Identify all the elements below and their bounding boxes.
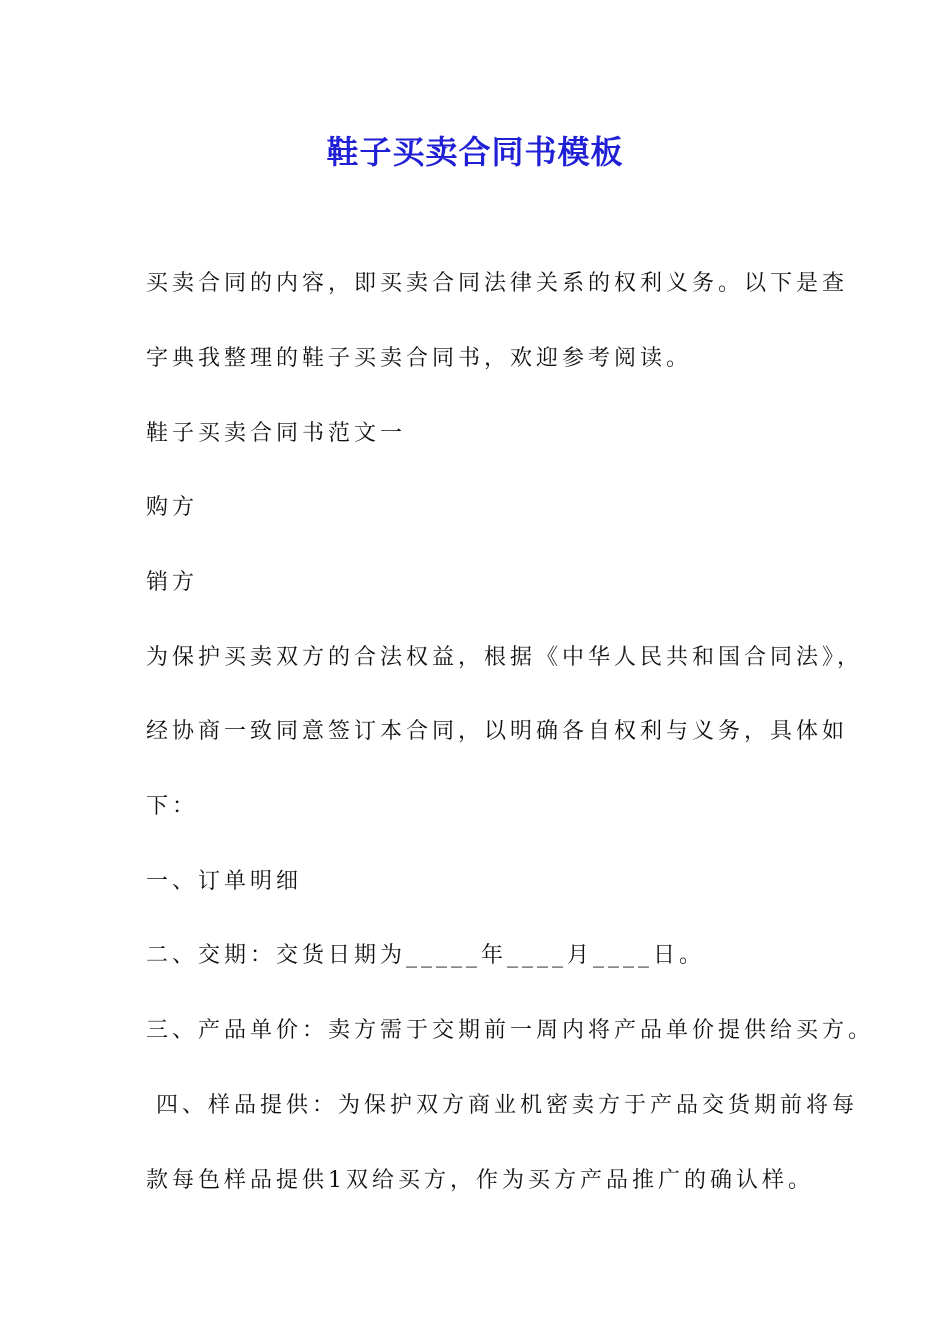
buyer-label: 购方 [146,495,199,520]
document-title: 鞋子买卖合同书模板 [326,133,624,171]
clause-unit-price: 三、产品单价：卖方需于交期前一周内将产品单价提供给买方。 [146,1018,875,1043]
paragraph-line-purpose-2: 经协商一致同意签订本合同，以明确各自权利与义务，具体如 [146,719,849,744]
section-heading-sample-one: 鞋子买卖合同书范文一 [146,421,407,446]
clause-order-details: 一、订单明细 [146,869,303,894]
seller-label: 销方 [146,570,199,595]
clause-delivery-date: 二、交期：交货日期为_____年____月____日。 [146,943,706,968]
paragraph-line-purpose-3: 下： [146,794,199,819]
clause-samples-line-1: 四、样品提供：为保护双方商业机密卖方于产品交货期前将每 [156,1093,859,1118]
paragraph-line-purpose-1: 为保护买卖双方的合法权益，根据《中华人民共和国合同法》， [146,645,864,670]
paragraph-line-intro-1: 买卖合同的内容，即买卖合同法律关系的权利义务。以下是查 [146,271,849,296]
paragraph-line-intro-2: 字典我整理的鞋子买卖合同书，欢迎参考阅读。 [146,346,693,371]
clause-samples-line-2: 款每色样品提供1双给买方，作为买方产品推广的确认样。 [146,1168,814,1193]
